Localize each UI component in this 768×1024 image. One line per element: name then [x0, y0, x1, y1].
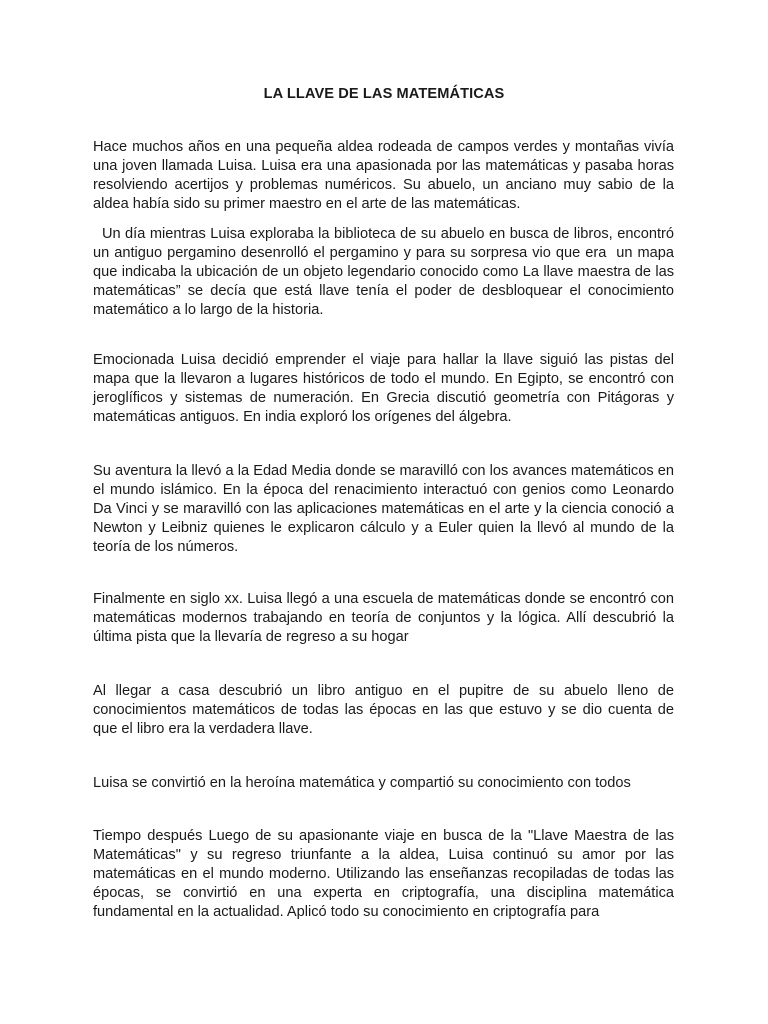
paragraph-4: Su aventura la llevó a la Edad Media donde se maravilló con los avances matemáticos en el mundo islámico. En la época del renacimiento interactuó con genios como Leonardo Da Vinci y se maravilló con las aplicaciones matemáticas en el arte y la ciencia conoció a Newton y Leibniz quienes le explicaron cálculo y a Euler quien la llevó al mundo de la teoría de los números. — [93, 463, 674, 555]
paragraph-7: Luisa se convirtió en la heroína matemática y compartió su conocimiento con todos — [93, 775, 631, 791]
paragraph-6: Al llegar a casa descubrió un libro antiguo en el pupitre de su abuelo lleno de conocimientos matemáticos de todas las épocas en las que estuvo y se dio cuenta de que el libro era la verdadera llave. — [93, 683, 674, 737]
paragraph-2: Un día mientras Luisa exploraba la biblioteca de su abuelo en busca de libros, encontró un antiguo pergamino desenrolló el pergamino y para su sorpresa vio que era un mapa que indicaba la ubicación de un objeto legendario conocido como La llave maestra de las matemáticas” se decía que está llave tenía el poder de desbloquear el conocimiento matemático a lo largo de la historia. — [93, 226, 679, 318]
paragraph-8: Tiempo después Luego de su apasionante viaje en busca de la "Llave Maestra de las Matemáticas" y su regreso triunfante a la aldea, Luisa continuó su amor por las matemáticas en el mundo moderno. Utilizando las enseñanzas recopiladas de todas las épocas, se convirtió en una experta en criptografía, una disciplina matemática fundamental en la actualidad. Aplicó todo su conocimiento en criptografía para — [93, 828, 674, 920]
document-title: LA LLAVE DE LAS MATEMÁTICAS — [263, 86, 505, 102]
paragraph-5: Finalmente en siglo xx. Luisa llegó a una escuela de matemáticas donde se encontró con matemáticas modernos trabajando en teoría de conjuntos y la lógica. Allí descubrió la última pista que la llevaría de regreso a su hogar — [93, 591, 674, 645]
paragraph-1: Hace muchos años en una pequeña aldea rodeada de campos verdes y montañas vivía una joven llamada Luisa. Luisa era una apasionada por las matemáticas y pasaba horas resolviendo acertijos y problemas numéricos. Su abuelo, un anciano muy sabio de la aldea había sido su primer maestro en el arte de las matemáticas. — [93, 139, 674, 212]
paragraph-3: Emocionada Luisa decidió emprender el viaje para hallar la llave siguió las pistas del mapa que la llevaron a lugares históricos de todo el mundo. En Egipto, se encontró con jeroglíficos y sistemas de numeración. En Grecia discutió geometría con Pitágoras y matemáticas antiguos. En india exploró los orígenes del álgebra. — [93, 352, 674, 425]
